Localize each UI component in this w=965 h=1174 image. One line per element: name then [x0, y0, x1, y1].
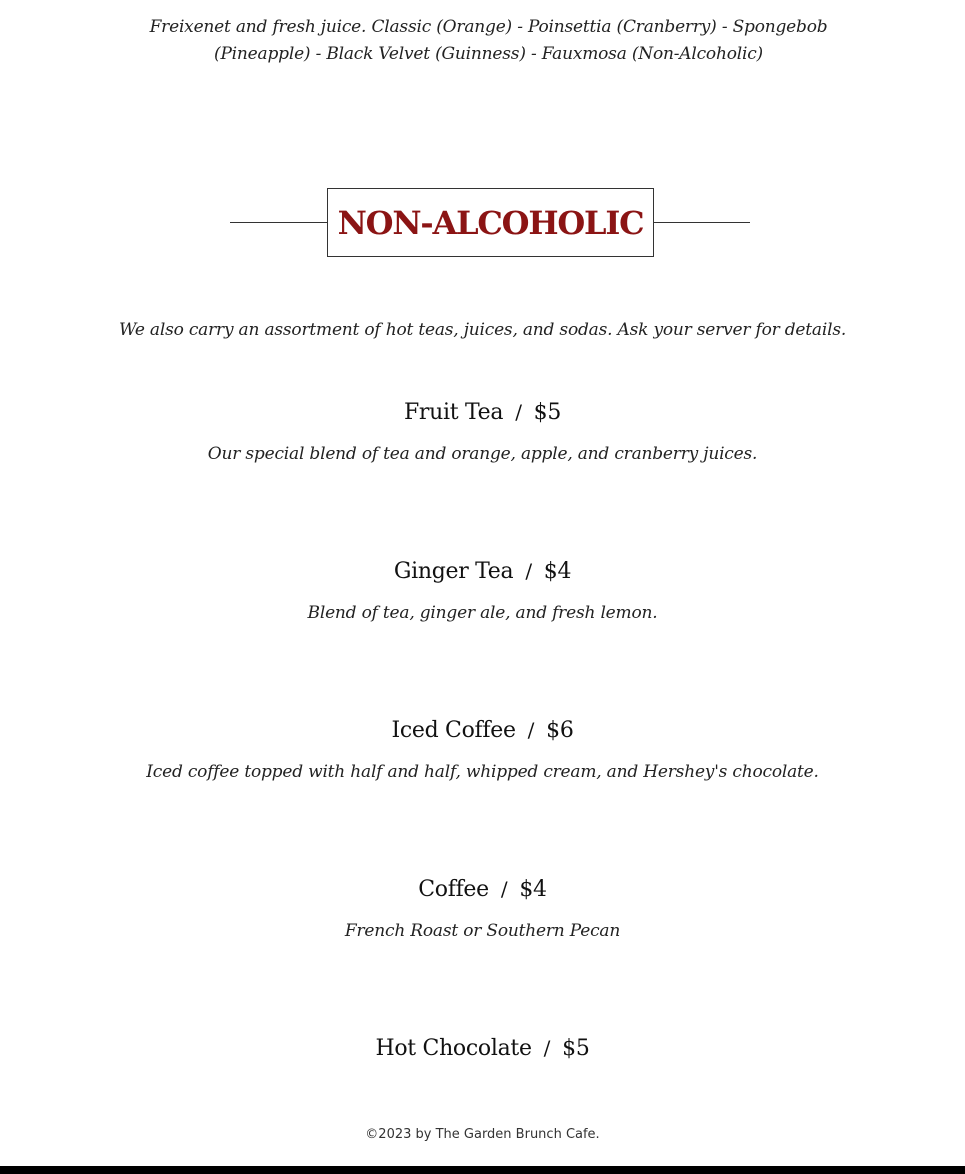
section-title: NON-ALCOHOLIC	[337, 203, 644, 242]
menu-item-name: Fruit Tea	[403, 400, 504, 425]
menu-item-title	[0, 874, 965, 905]
menu-item-title	[0, 397, 965, 428]
menu-item-price: $5	[533, 400, 562, 425]
section-note: We also carry an assortment of hot teas, juices, and sodas. Ask your server for details.	[118, 320, 847, 340]
menu-item-name: Iced Coffee	[391, 718, 516, 743]
footer-copyright: ©2023 by The Garden Brunch Cafe.	[365, 1127, 600, 1142]
menu-item-name: Hot Chocolate	[375, 1036, 532, 1061]
section-divider-right	[653, 222, 750, 223]
menu-item-separator: /	[543, 1036, 551, 1060]
menu-item-name: Coffee	[418, 877, 489, 902]
menu-item-title	[0, 556, 965, 587]
menu-item-price: $5	[562, 1036, 590, 1061]
menu-item-title	[0, 715, 965, 746]
menu-item-separator: /	[500, 877, 508, 901]
section-divider-left	[230, 222, 327, 223]
menu-item-description: Iced coffee topped with half and half, whipped cream, and Hershey's chocolate.	[146, 762, 819, 782]
menu-item-price: $4	[519, 877, 547, 902]
menu-item-price: $6	[546, 718, 574, 743]
menu-item-price: $4	[543, 559, 572, 584]
menu-item-separator: /	[527, 718, 535, 742]
menu-item-description: Blend of tea, ginger ale, and fresh lemon.	[307, 603, 658, 623]
menu-item-separator: /	[515, 400, 522, 424]
menu-item-title	[0, 1033, 965, 1064]
bottom-bar	[0, 1166, 965, 1174]
menu-item-separator: /	[525, 559, 532, 583]
menu-item-name: Ginger Tea	[393, 559, 514, 584]
menu-item-description: Our special blend of tea and orange, apple, and cranberry juices.	[207, 444, 758, 464]
menu-item-description: French Roast or Southern Pecan	[344, 921, 621, 941]
section-heading-box	[327, 188, 654, 257]
intro-description: Freixenet and fresh juice. Classic (Orange) - Poinsettia (Cranberry) - Spongebob (Pineapple) - Black Velvet (Guinness) - Fauxmosa (Non-Alcoholic)	[149, 17, 828, 64]
